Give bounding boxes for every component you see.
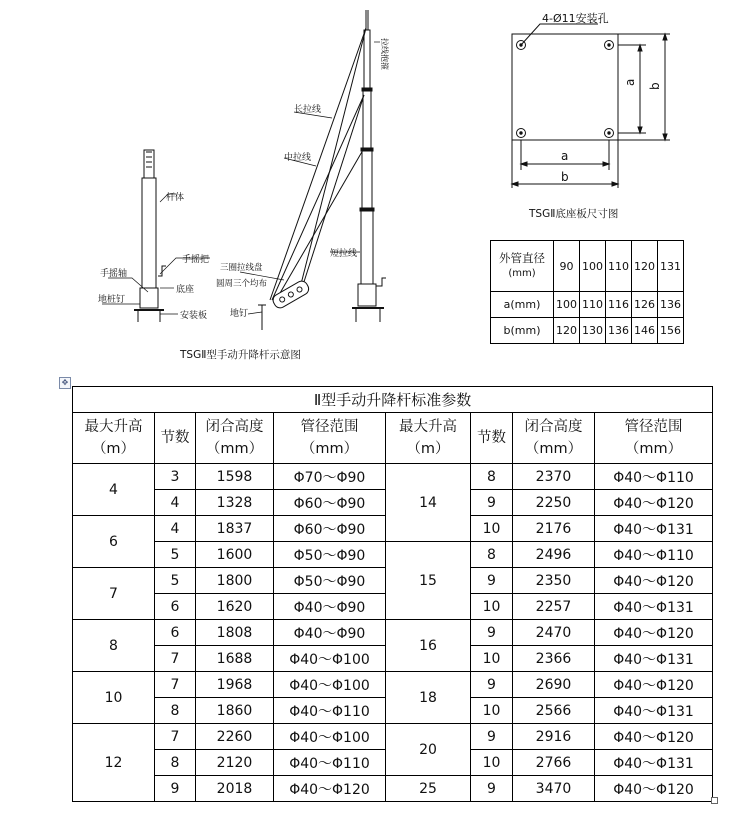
pipe-range-cell: Φ40～Φ131	[595, 516, 713, 542]
header-pipe-range: 管径范围 （mm）	[274, 413, 386, 464]
diameter-cell: 90	[554, 241, 580, 292]
label-crank-axle: 手摇轴	[100, 269, 128, 279]
pipe-range-cell: Φ40～Φ120	[274, 776, 386, 802]
closed-height-cell: 2496	[513, 542, 595, 568]
closed-height-cell: 1800	[196, 568, 274, 594]
extended-mast	[258, 10, 386, 330]
label-base: 底座	[176, 285, 195, 295]
pipe-range-cell: Φ40～Φ120	[595, 568, 713, 594]
row-b-label: b(mm)	[491, 318, 554, 344]
diameter-cell: 120	[632, 241, 658, 292]
mounting-hole-label: 4-Ø11安装孔	[542, 12, 609, 25]
pipe-range-cell: Φ60～Φ90	[274, 490, 386, 516]
sections-cell: 9	[471, 672, 513, 698]
label-hand-crank: 手摇把	[182, 255, 210, 265]
pipe-range-cell: Φ40～Φ131	[595, 594, 713, 620]
pipe-range-cell: Φ50～Φ90	[274, 542, 386, 568]
pipe-range-cell: Φ40～Φ100	[274, 672, 386, 698]
sections-cell: 9	[471, 776, 513, 802]
header-pipe-range: 管径范围 （mm）	[595, 413, 713, 464]
table-move-handle-icon[interactable]: ✥	[59, 377, 71, 389]
sections-cell: 7	[155, 646, 196, 672]
dim-a-cell: 136	[658, 292, 684, 318]
pipe-range-cell: Φ40～Φ131	[595, 646, 713, 672]
sections-cell: 8	[155, 698, 196, 724]
sections-cell: 8	[471, 464, 513, 490]
pipe-range-cell: Φ40～Φ90	[274, 594, 386, 620]
closed-height-cell: 1860	[196, 698, 274, 724]
closed-height-cell: 2366	[513, 646, 595, 672]
table-resize-handle[interactable]	[711, 797, 718, 804]
diameter-cell: 110	[606, 241, 632, 292]
closed-height-cell: 3470	[513, 776, 595, 802]
label-short-wire: 短拉线	[330, 249, 358, 259]
closed-height-cell: 2916	[513, 724, 595, 750]
header-sections: 节数	[471, 413, 513, 464]
closed-height-cell: 2470	[513, 620, 595, 646]
mast-schematic	[0, 0, 480, 370]
sections-cell: 8	[155, 750, 196, 776]
pipe-range-cell: Φ40～Φ110	[274, 750, 386, 776]
max-height-cell: 15	[386, 542, 471, 620]
pipe-range-cell: Φ40～Φ110	[595, 542, 713, 568]
diameter-cell: 131	[658, 241, 684, 292]
pipe-range-cell: Φ40～Φ100	[274, 724, 386, 750]
sections-cell: 9	[471, 568, 513, 594]
dim-a-cell: 116	[606, 292, 632, 318]
right-diagram-caption: TSGⅡ底座板尺寸图	[529, 208, 619, 220]
closed-height-cell: 1808	[196, 620, 274, 646]
table-row	[73, 620, 713, 646]
header-max-height: 最大升高 （m）	[73, 413, 155, 464]
dim-a-cell: 110	[580, 292, 606, 318]
header-sections: 节数	[155, 413, 196, 464]
header-closed-height: 闭合高度 （mm）	[196, 413, 274, 464]
sections-cell: 10	[471, 750, 513, 776]
left-diagram-caption: TSGⅡ型手动升降杆示意图	[180, 349, 301, 361]
closed-height-cell: 2690	[513, 672, 595, 698]
sections-cell: 9	[471, 620, 513, 646]
sections-cell: 7	[155, 724, 196, 750]
pipe-range-cell: Φ70～Φ90	[274, 464, 386, 490]
label-wire-disc: 三圈拉线盘	[220, 263, 263, 273]
closed-height-cell: 1620	[196, 594, 274, 620]
pipe-range-cell: Φ40～Φ120	[595, 620, 713, 646]
closed-height-cell: 1600	[196, 542, 274, 568]
max-height-cell: 12	[73, 724, 155, 802]
label-ground-nail-left: 地桩钉	[98, 295, 126, 305]
dim-a-cell: 100	[554, 292, 580, 318]
sections-cell: 5	[155, 542, 196, 568]
label-long-wire: 长拉线	[294, 105, 322, 115]
header-closed-height: 闭合高度 （mm）	[513, 413, 595, 464]
max-height-cell: 18	[386, 672, 471, 724]
max-height-cell: 16	[386, 620, 471, 672]
label-mounting-plate: 安装板	[180, 311, 208, 321]
sections-cell: 9	[471, 724, 513, 750]
closed-height-cell: 1968	[196, 672, 274, 698]
dim-b-cell: 136	[606, 318, 632, 344]
dim-a-cell: 126	[632, 292, 658, 318]
outer-diameter-header: 外管直径 (mm)	[491, 241, 554, 292]
dim-b-vertical: b	[648, 82, 662, 90]
table-row	[73, 724, 713, 750]
base-plate-dimension-table	[490, 240, 684, 344]
pipe-range-cell: Φ40～Φ120	[595, 672, 713, 698]
dim-b-cell: 130	[580, 318, 606, 344]
closed-height-cell: 2176	[513, 516, 595, 542]
sections-cell: 7	[155, 672, 196, 698]
sections-cell: 4	[155, 516, 196, 542]
max-height-cell: 7	[73, 568, 155, 620]
row-a-label: a(mm)	[491, 292, 554, 318]
dim-b-cell: 120	[554, 318, 580, 344]
label-wire-disc-note: 圆周三个均布	[216, 279, 268, 289]
label-mid-wire: 中拉线	[284, 153, 312, 163]
sections-cell: 6	[155, 620, 196, 646]
closed-height-cell: 2350	[513, 568, 595, 594]
closed-height-cell: 1688	[196, 646, 274, 672]
pipe-range-cell: Φ40～Φ100	[274, 646, 386, 672]
pipe-range-cell: Φ50～Φ90	[274, 568, 386, 594]
sections-cell: 9	[155, 776, 196, 802]
table-row	[73, 776, 713, 802]
sections-cell: 10	[471, 516, 513, 542]
pipe-range-cell: Φ40～Φ120	[595, 490, 713, 516]
max-height-cell: 25	[386, 776, 471, 802]
pipe-range-cell: Φ40～Φ131	[595, 750, 713, 776]
closed-height-cell: 2120	[196, 750, 274, 776]
table-row	[73, 464, 713, 490]
closed-height-cell: 2250	[513, 490, 595, 516]
sections-cell: 6	[155, 594, 196, 620]
parameter-table	[72, 386, 713, 802]
label-mast-body: 杆体	[166, 193, 185, 203]
pipe-range-cell: Φ40～Φ120	[595, 724, 713, 750]
closed-height-cell: 2566	[513, 698, 595, 724]
max-height-cell: 20	[386, 724, 471, 776]
dim-b-cell: 146	[632, 318, 658, 344]
sections-cell: 5	[155, 568, 196, 594]
sections-cell: 10	[471, 594, 513, 620]
sections-cell: 3	[155, 464, 196, 490]
pipe-range-cell: Φ40～Φ110	[595, 464, 713, 490]
closed-height-cell: 2766	[513, 750, 595, 776]
closed-height-cell: 2018	[196, 776, 274, 802]
closed-height-cell: 2370	[513, 464, 595, 490]
closed-height-cell: 2260	[196, 724, 274, 750]
pipe-range-cell: Φ60～Φ90	[274, 516, 386, 542]
retracted-mast	[134, 150, 166, 322]
closed-height-cell: 1328	[196, 490, 274, 516]
max-height-cell: 4	[73, 464, 155, 516]
sections-cell: 10	[471, 698, 513, 724]
dim-a-horizontal: a	[561, 149, 569, 163]
header-max-height: 最大升高 （m）	[386, 413, 471, 464]
max-height-cell: 10	[73, 672, 155, 724]
pipe-range-cell: Φ40～Φ90	[274, 620, 386, 646]
max-height-cell: 8	[73, 620, 155, 672]
pipe-range-cell: Φ40～Φ131	[595, 698, 713, 724]
sections-cell: 8	[471, 542, 513, 568]
table-title: Ⅱ型手动升降杆标准参数	[73, 387, 713, 413]
sections-cell: 4	[155, 490, 196, 516]
sections-cell: 10	[471, 646, 513, 672]
base-plate-drawing	[480, 0, 739, 230]
base-plate-outline	[512, 34, 618, 140]
pipe-range-cell: Φ40～Φ110	[274, 698, 386, 724]
sections-cell: 9	[471, 490, 513, 516]
table-row	[73, 542, 713, 568]
label-wire-ring: 拉线抱箍	[380, 38, 389, 70]
max-height-cell: 14	[386, 464, 471, 542]
table-row	[73, 672, 713, 698]
closed-height-cell: 1837	[196, 516, 274, 542]
label-ground-nail-right: 地钉	[230, 309, 249, 319]
closed-height-cell: 1598	[196, 464, 274, 490]
dim-b-horizontal: b	[561, 170, 569, 184]
dim-a-vertical: a	[623, 78, 637, 86]
max-height-cell: 6	[73, 516, 155, 568]
dim-b-cell: 156	[658, 318, 684, 344]
pipe-range-cell: Φ40～Φ120	[595, 776, 713, 802]
closed-height-cell: 2257	[513, 594, 595, 620]
diameter-cell: 100	[580, 241, 606, 292]
